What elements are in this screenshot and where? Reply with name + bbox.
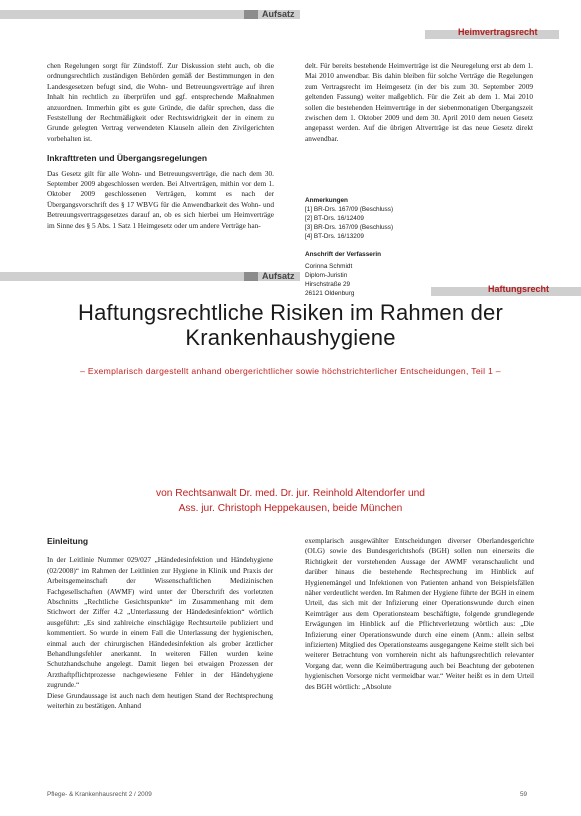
top-right-column	[305, 61, 533, 175]
footer-journal: Pflege- & Krankenhausrecht 2 / 2009	[47, 791, 152, 798]
introduction-heading: Einleitung	[47, 536, 89, 546]
top-left-paragraph-2: Das Gesetz gilt für alle Wohn- und Betreuungsverträge, die nach dem 30. September 2009 abgeschlossen werden. Bei Altverträgen, mithin vor dem 1. Oktober 2009 geschlossenen Verträgen, kommt es nach der Übergangsvorschrift des § 17 WBVG für die Anwendbarkeit des Wohn- und Betreuungsvertragsgesetzes darauf an, ob es sich hierbei um Heimverträge im Sinne des § 5 Abs. 1 Satz 1 Heimgesetz oder um andere Verträge han-	[47, 168, 274, 230]
top-right-paragraph-1: delt. Für bereits bestehende Heimverträge ist die Neuregelung erst ab dem 1. Mai 2010 anwendbar. Bis dahin bleiben für solche Verträge die Regelungen zum Vertragsrecht im Heimgesetz (in der bis zum 30. September 2009 geltenden Fassung) weiter maßgeblich. Für die Zeit ab dem 1. Mai 2010 sollen die bestehenden Heimverträge in der siebenmonatigen Übergangszeit zwischen dem 1. Oktober 2009 und dem 30. April 2010 dem neuen Gesetz angepasst werden. Auf die übrigen Altverträge ist das neue Gesetz direkt anwendbar.	[305, 61, 533, 143]
top-left-heading: Inkrafttreten und Übergangsregelungen	[47, 153, 208, 164]
article-left-column	[47, 536, 273, 782]
article-byline-1: von Rechtsanwalt Dr. med. Dr. jur. Reinhold Altendorfer und	[156, 488, 425, 499]
author-city: 26121 Oldenburg	[305, 290, 355, 297]
article-title-line-2: Krankenhaushygiene	[185, 325, 396, 350]
top-left-paragraph-1: chen Regelungen sorgt für Zündstoff. Zur Diskussion steht auch, ob die ordnungsrechtlich zuständigen Behörden gemäß der Bestimmungen in den Landesgesetzen befugt sind, die Wohn- und Betreuungsverträge auf ihren Inhalt hin rechtlich zu überprüfen und ggf. entsprechende Maßnahmen anzuordnen. Immerhin gibt es gute Gründe, die dafür sprechen, dass die Feststellung der Rechtmäßigkeit oder Rechtswidrigkeit der in einem zu Grunde gelegten Vertrag verwendeten Klauseln allein den Zivilgerichten vorbehalten ist.	[47, 61, 274, 143]
top-header-section: Heimvertragsrecht	[458, 27, 538, 37]
note-3: [3] BR-Drs. 167/09 (Beschluss)	[305, 224, 394, 231]
article-left-paragraph-1: In der Leitlinie Nummer 029/027 „Händedesinfektion und Händehygiene (02/2008)“ im Rahmen der Leitlinien zur Hygiene in Klinik und Praxis der Arbeitsgemeinschaft der Wissenschaftlichen Medizinischen Fachgesellschaften (AWMF) wird unter der Überschrift des vorletzten Abschnitts „Rechtliche Gesichtspunkte“ im Zusammenhang mit dem Stichwort der Ziffer 4.2 „Unterlassung der Händedesinfektion“ wörtlich ausgeführt: „Es sind zahlreiche einschlägige Rechtsurteile publiziert und kommentiert. So wurde in einem Fall die Unterlassung der hygienischen, einmal auch der chirurgischen Händedesinfektion als grober ärztlicher Behandlungsfehler anerkannt. In weiteren Fällen wurden keine Schutzhandschuhe angelegt. Damit liegen bei etwaigen Prozessen der Arzthaftpflichtprozesse nachgewiesene Fehler in der Händehygiene zugrunde.“	[47, 555, 273, 690]
top-header-category: Aufsatz	[262, 9, 295, 19]
notes-block	[305, 196, 533, 298]
author-heading: Anschrift der Verfasserin	[305, 251, 382, 258]
author-name: Corinna Schmidt	[305, 263, 353, 270]
article-left-paragraph-2: Diese Grundaussage ist auch nach dem heutigen Stand der Rechtsprechung weiterhin zu bestätigen. Anhand	[47, 690, 273, 711]
article-header-category: Aufsatz	[262, 271, 295, 281]
footer-page-number: 59	[520, 791, 528, 798]
author-title: Diplom-Juristin	[305, 272, 348, 279]
note-1: [1] BR-Drs. 167/09 (Beschluss)	[305, 206, 394, 213]
note-2: [2] BT-Drs. 16/12409	[305, 215, 364, 222]
article-right-column	[305, 536, 534, 782]
notes-heading: Anmerkungen	[305, 197, 348, 204]
article-right-paragraph-1: exemplarisch ausgewählter Entscheidungen diverser Oberlandesgerichte (OLG) sowie des Bundesgerichtshofs (BGH) sollen nun einerseits die Richtigkeit der vorstehenden Aussage der AWMF veranschaulicht und darüber hinaus die bestehende Rechtsprechung im Hinblick auf Hygienemängel und Infektionen von Patienten anhand von Beispielsfällen näher verdeutlicht werden. Im Rahmen der Hygiene führte der BGH in einem Urteil, das sich mit der Infizierung einer Operationswunde durch einen Keimträger aus dem Operationsteam beschäftigte, folgende grundlegende Erwägungen im Hinblick auf die Pflichtverletzung wörtlich aus: „Die Infizierung einer Operationswunde durch eine einem (Anm.: allein selbst infizierten) Mitglied des Operationsteams ausgegangene Keime stellt sich bei weiterer Betrachtung von vornherein nicht als haftungsrechtlich relevanter Vorgang dar, wenn die Keimübertragung auch bei Beachtung der gebotenen hygienischen Vorsorge nicht vermeidbar war.“ Weiter heißt es in dem Urteil des BGH wörtlich: „Absolute	[305, 536, 534, 691]
author-street: Hirschstraße 29	[305, 281, 351, 288]
article-title-line-1: Haftungsrechtliche Risiken im Rahmen der	[78, 300, 503, 325]
note-4: [4] BT-Drs. 16/13209	[305, 233, 364, 240]
article-header-section: Haftungsrecht	[488, 284, 550, 294]
article-byline-2: Ass. jur. Christoph Heppekausen, beide München	[178, 503, 403, 514]
article-header-band-accent	[244, 272, 258, 281]
article-subtitle: – Exemplarisch dargestellt anhand obergerichtlicher sowie höchstrichterlicher Entscheidungen, Teil 1 –	[80, 366, 501, 376]
top-header-band-accent	[244, 10, 258, 19]
